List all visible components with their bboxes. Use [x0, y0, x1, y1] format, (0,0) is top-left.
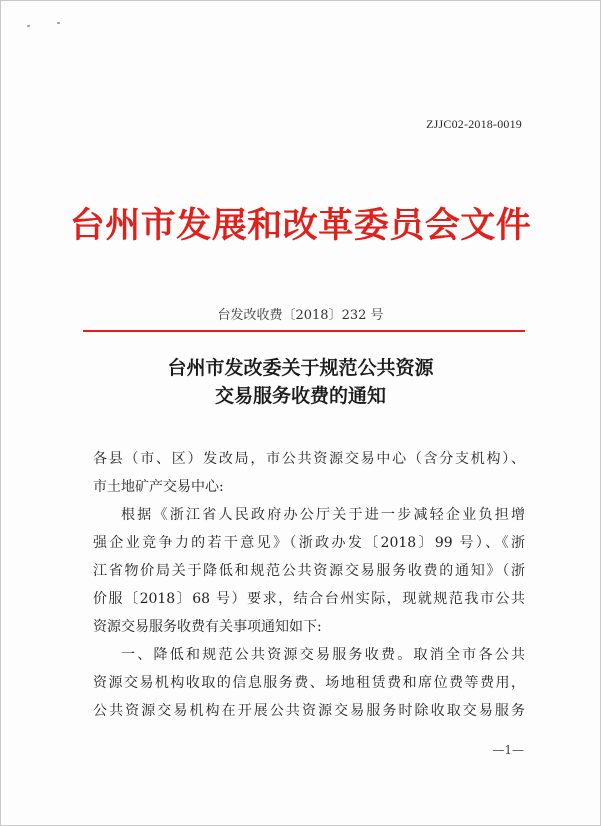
paragraph-2-line-3: 公共资源交易机构在开展公共资源交易服务时除收取交易服务: [93, 703, 525, 719]
paragraph-1-line-2: 强企业竞争力的若干意见》（浙政办发〔2018〕99 号）、《浙: [93, 535, 525, 551]
addressee-line-1: 各县（市、区）发改局，市公共资源交易中心（含分支机构）、: [93, 451, 525, 467]
document-number: 台发改收费〔2018〕232 号: [217, 308, 384, 323]
notice-title-line-2: 交易服务收费的通知: [214, 385, 386, 407]
notice-body: [93, 445, 525, 725]
document-code: ZJJC02-2018-0019: [426, 117, 522, 131]
issuer-masthead: 台州市发展和改革委员会文件: [69, 205, 532, 246]
notice-title-line-1: 台州市发改委关于规范公共资源: [167, 357, 434, 379]
page-number: —1—: [492, 743, 524, 757]
scan-speck: [27, 25, 30, 27]
paragraph-2-line-2: 资源交易机构收取的信息服务费、场地租赁费和席位费等费用，: [93, 675, 525, 691]
paragraph-1-line-3: 江省物价局关于降低和规范公共资源交易服务收费的通知》（浙: [93, 563, 525, 579]
paragraph-1-line-4: 价服〔2018〕68 号）要求，结合台州实际，现就规范我市公共: [93, 591, 525, 607]
paragraph-2-line-1: 一、降低和规范公共资源交易服务收费。取消全市各公共: [121, 647, 525, 663]
paragraph-1-line-1: 根据《浙江省人民政府办公厅关于进一步减轻企业负担增: [121, 507, 525, 523]
red-separator-line: [83, 330, 525, 332]
paragraph-1-line-5: 资源交易服务收费有关事项通知如下:: [93, 619, 322, 635]
scan-speck: [57, 22, 60, 24]
addressee-line-2: 市土地矿产交易中心:: [93, 479, 224, 495]
notice-title: [1, 354, 600, 410]
